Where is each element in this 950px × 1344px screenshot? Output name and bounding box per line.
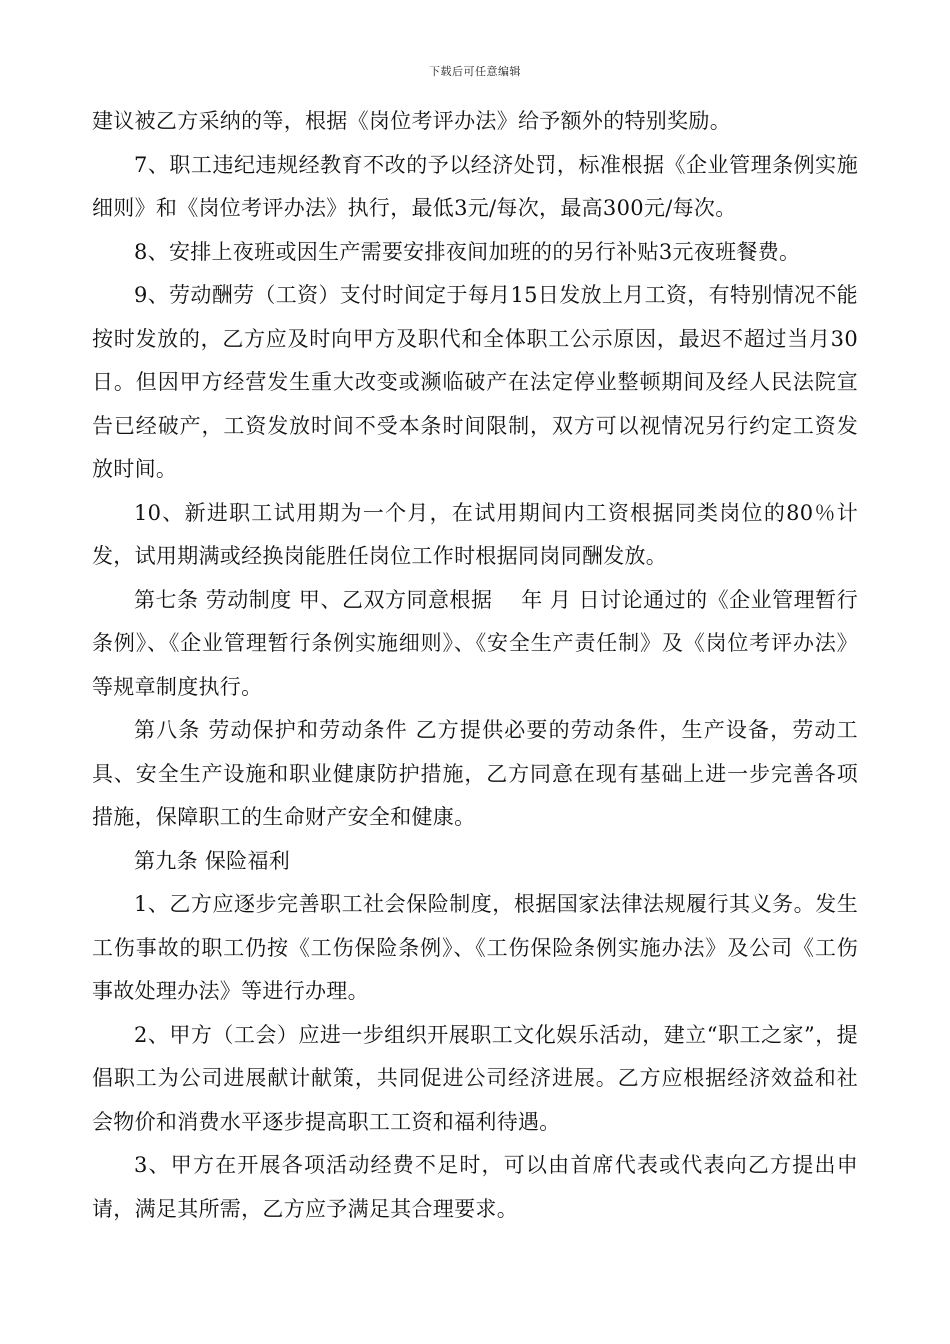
paragraph-article-7: 第七条 劳动制度 甲、乙双方同意根据 年 月 日讨论通过的《企业管理暂行条例》、《企业管理暂行条例实施细则》、《安全生产责任制》及《岗位考评办法》等规章制度执行。 bbox=[92, 587, 858, 699]
paragraph-article-8: 第八条 劳动保护和劳动条件 乙方提供必要的劳动条件，生产设备，劳动工具、安全生产设施和职业健康防护措施，乙方同意在现有基础上进一步完善各项措施，保障职工的生命财产安全和健康。 bbox=[92, 718, 858, 829]
paragraph-article-9-item-1: 1、乙方应逐步完善职工社会保险制度，根据国家法律法规履行其义务。发生工伤事故的职工仍按《工伤保险条例》、《工伤保险条例实施办法》及公司《工伤事故处理办法》等进行办理。 bbox=[92, 892, 858, 1003]
heading-article-9: 第九条 保险福利 bbox=[134, 848, 291, 873]
paragraph-article-9-item-3: 3、甲方在开展各项活动经费不足时，可以由首席代表或代表向乙方提出申请，满足其所需，乙方应予满足其合理要求。 bbox=[92, 1153, 858, 1221]
paragraph-article-9-item-2: 2、甲方（工会）应进一步组织开展职工文化娱乐活动，建立“职工之家”，提倡职工为公司进展献计献策，共同促进公司经济进展。乙方应根据经济效益和社会物价和消费水平逐步提高职工工资和福利待遇。 bbox=[92, 1022, 858, 1134]
paragraph-item-8: 8、安排上夜班或因生产需要安排夜间加班的的另行补贴3元夜班餐费。 bbox=[134, 239, 801, 264]
paragraph-item-9: 9、劳动酬劳（工资）支付时间定于每月15日发放上月工资，有特别情况不能按时发放的，乙方应及时向甲方及职代和全体职工公示原因，最迟不超过当月30日。但因甲方经营发生重大改变或濒临破产在法定停业整顿期间及经人民法院宣告已经破产，工资发放时间不受本条时间限制，双方可以视情况另行约定工资发放时间。 bbox=[92, 283, 858, 481]
paragraph-continuation: 建议被乙方采纳的等，根据《岗位考评办法》给予额外的特别奖励。 bbox=[92, 109, 731, 133]
page-header: 下载后可任意编辑 bbox=[429, 65, 521, 78]
paragraph-item-7: 7、职工违纪违规经教育不改的予以经济处罚，标准根据《企业管理条例实施细则》和《岗位考评办法》执行，最低3元/每次，最高300元/每次。 bbox=[92, 152, 858, 220]
paragraph-item-10: 10、新进职工试用期为一个月，在试用期间内工资根据同类岗位的80％计发，试用期满或经换岗能胜任岗位工作时根据同岗同酬发放。 bbox=[92, 500, 858, 568]
document-body bbox=[92, 100, 858, 1231]
